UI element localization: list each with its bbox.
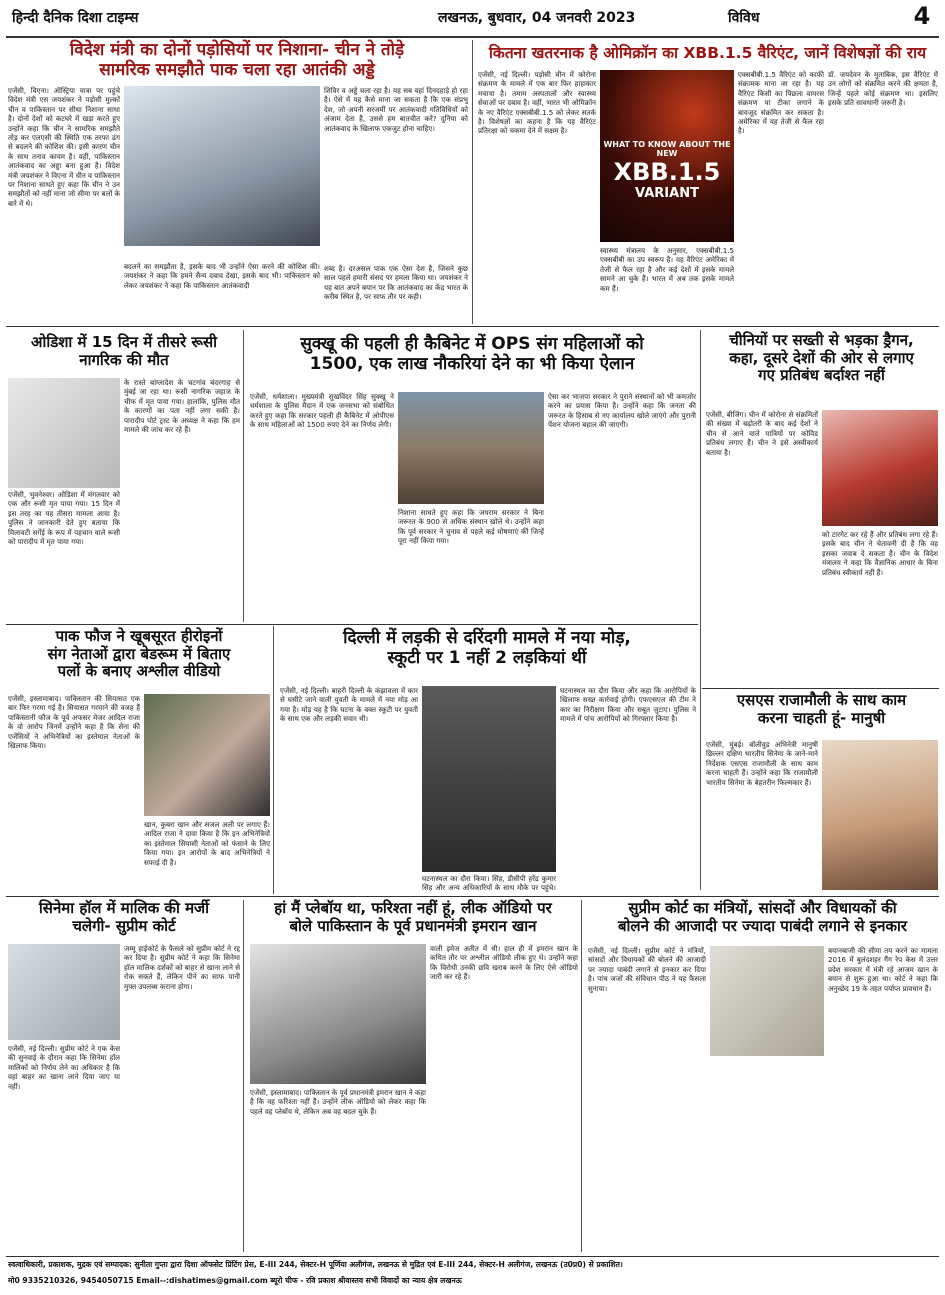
a9-col1: एजेंसी, नई दिल्ली। सुप्रीम कोर्ट ने एक केस की सुनवाई के दौरान कहा कि सिनेमा हॉल मालिकों को निर्णय लेने का अधिकार है कि वहां बाहर का खाना लाने दिया जाए या नहीं। xyxy=(8,1044,120,1091)
a4-col1: एजेंसी, धर्मशाला। मुख्यमंत्री सुखविंदर सिंह सुक्खू ने धर्मशाला के पुलिस मैदान में एक जनसभा को संबोधित करते हुए कहा कि सरकार पहली ही कैबिनेट में ओपीएस के साथ महिलाओं को 1500 रुपए देने का निर्णय लेगी। xyxy=(250,392,394,430)
row-rule-3 xyxy=(6,896,939,897)
a9-photo xyxy=(8,944,120,1040)
masthead xyxy=(0,0,945,34)
a6-photo xyxy=(144,694,270,816)
a2-col4: डॉ. जयदेवन के मुताबिक, इस वैरिएंट में उन लोगों को संक्रमित करने की क्षमता है, जिन्हें पहले कोई संक्रमण था। इसलिए इसके प्रति सावधानी जरूरी है। xyxy=(828,70,938,108)
page-number: 4 xyxy=(913,2,931,30)
a3-photo xyxy=(8,378,120,488)
imprint-line: स्वत्वाधिकारी, प्रकाशक, मुद्रक एवं सम्पादक: सुनीता गुप्ता द्वारा दिशा ऑफसेट प्रिंटिंग प्रेस, E-III 244, सेक्टर-H पूर्णिया अलीगंज, लखनऊ से मुद्रित एवं E-III 244, सेक्टर-H अलीगंज, लखनऊ (उ0प्र0) से प्रकाशित। xyxy=(8,1260,623,1269)
a11-col2: बयानबाजी की सीमा तय करने का मामला 2016 में बुलंदशहर गैंग रेप केस में उत्तर प्रदेश सरकार में मंत्री रहे आजम खान के बयान से शुरू हुआ था। कोर्ट ने कहा कि अनुच्छेद 19 के तहत पर्याप्त प्रावधान हैं। xyxy=(828,946,938,993)
a2-headline: कितना खतरनाक है ओमिक्रॉन का XBB.1.5 वैरिएंट, जानें विशेषज्ञों की राय xyxy=(488,44,927,62)
a10-col1: एजेंसी, इस्लामाबाद। पाकिस्तान के पूर्व प्रधानमंत्री इमरान खान ने कहा है कि वह फरिश्ता नहीं हैं। उन्होंने लीक ऑडियो को लेकर कहा कि पहले वह प्लेबॉय थे, लेकिन अब वह बदल चुके हैं। xyxy=(250,1088,426,1116)
column-divider xyxy=(273,626,274,894)
a5-col2: को टारगेट कर रहे हैं और प्रतिबंध लगा रहे हैं। इसके बाद चीन ने चेतावनी दी है कि वह इसका जवाब दे सकता है। चीन के विदेश मंत्रालय ने कहा कि वैज्ञानिक आधार के बिना प्रतिबंध स्वीकार्य नहीं हैं। xyxy=(822,530,938,577)
a8-col1: एजेंसी, मुंबई। बॉलीवुड अभिनेत्री मानुषी छिल्लर दक्षिण भारतीय सिनेमा के जाने-माने निर्देशक एसएस राजामौली के साथ काम करना चाहती हैं। उन्होंने कहा कि राजामौली भारतीय सिनेमा के बेहतरीन फिल्मकार हैं। xyxy=(706,740,818,787)
a2-graphic-title: WHAT TO KNOW ABOUT THE NEW xyxy=(603,140,731,158)
a5-photo xyxy=(822,410,938,526)
a6-headline: पाक फौज ने खूबसूरत हीरोइनों संग नेताओं द्वारा बेडरूम में बिताए पलों के बनाए अश्लील वीडियो xyxy=(47,627,231,681)
a5-col1: एजेंसी, बीजिंग। चीन में कोरोना से संक्रमितों की संख्या में बढ़ोतरी के बाद कई देशों ने चीन से आने वाले यात्रियों पर कोविड प्रतिबंध लगाए हैं। चीन ने इसे अस्वीकार्य बताया है। xyxy=(706,410,818,457)
a8-photo xyxy=(822,740,938,890)
footer-rule xyxy=(6,1256,939,1257)
a3-col1: एजेंसी, भुवनेश्वर। ओडिशा में मंगलवार को एक और रूसी मृत पाया गया। 15 दिन में इस तरह का यह तीसरा मामला आया है। पुलिस ने जानकारी देते हुए बताया कि मिलावटी सर्गेई के रूप में पहचान वाले रूसी को पारादीप में मृत पाया गया। xyxy=(8,490,120,547)
a8-top-rule xyxy=(702,688,939,689)
section-label: विविध xyxy=(728,10,760,26)
a3-headline: ओडिशा में 15 दिन में तीसरे रूसी नागरिक की मौत xyxy=(30,333,218,369)
row-rule-1 xyxy=(6,326,939,327)
a1-photo xyxy=(124,86,320,246)
a4-col3: ऐसा कर भाजपा सरकार ने पुराने संस्थानों को भी कमजोर करने का प्रयास किया है। उन्होंने कहा कि जनता की जरूरत के हिसाब से नए कार्यालय खोले जाएंगे और पुरानी पेंशन योजना बहाल की जाएगी। xyxy=(548,392,696,430)
contact-line: मो0 9335210326, 9454050715 Email--:dishatimes@gmail.com ब्यूरो चीफ - रवि प्रकाश श्रीवास्तव सभी विवादों का न्याय क्षेत्र लखनऊ xyxy=(8,1276,462,1285)
a1-col1: एजेंसी, विएना। ऑस्ट्रिया यात्रा पर पहुंचे विदेश मंत्री एस जयशंकर ने पड़ोसी मुल्कों चीन व पाकिस्तान पर सीधा निशाना साधा है। दोनों देशों को कटघरे में खड़ा करते हुए उन्होंने कहा कि चीन ने सामरिक समझौते तोड़ कर एलएसी की स्थिति एक तरफा ढंग से बदलने की कोशिश की। इसी कारण चीन के साथ तनाव कायम है। वहीं, पाकिस्तान आतंकवाद का अड्डा बना हुआ है। विदेश मंत्री जयशंकर ने विएना में चीन व पाकिस्तान पर निशाना साधते हुए कहा कि चीन ने उन समझौतों को नहीं माना जो सीमा पर बलों के बारे में थे। xyxy=(8,86,120,208)
masthead-rule xyxy=(6,36,939,38)
a1-headline: विदेश मंत्री का दोनों पड़ोसियों पर निशाना- चीन ने तोड़े सामरिक समझौते पाक चला रहा आतंकी अड्डे xyxy=(69,40,405,81)
column-divider xyxy=(581,900,582,1252)
a11-headline: सुप्रीम कोर्ट का मंत्रियों, सांसदों और विधायकों की बोलने की आजादी पर ज्यादा पाबंदी लगाने से इनकार xyxy=(617,899,907,935)
a11-photo xyxy=(710,946,824,1056)
a11-col1: एजेंसी, नई दिल्ली। सुप्रीम कोर्ट ने मंत्रियों, सांसदों और विधायकों की बोलने की आजादी पर ज्यादा पाबंदी लगाने से इनकार कर दिया है। पांच जजों की संविधान पीठ ने यह फैसला सुनाया। xyxy=(588,946,706,993)
a8-headline: एसएस राजामौली के साथ काम करना चाहती हूं- मानुषी xyxy=(736,691,907,727)
a10-photo xyxy=(250,944,426,1084)
column-divider xyxy=(243,900,244,1252)
dateline: लखनऊ, बुधवार, 04 जनवरी 2023 xyxy=(438,10,636,26)
a1-col3: शिविर व अड्डे चला रहा है। यह सब वहां दिनदहाड़े हो रहा है। ऐसे में यह कैसे माना जा सकता है कि एक संप्रभु देश, जो अपनी सरजमीं पर आतंकवादी गतिविधियों को अंजाम देता है, उससे हम बातचीत करें? दुनिया को आतंकवाद के खिलाफ एकजुट होना चाहिए। xyxy=(324,86,468,133)
a2-variant-graphic xyxy=(600,70,734,242)
a9-headline: सिनेमा हॉल में मालिक की मर्जी चलेगी- सुप्रीम कोर्ट xyxy=(38,899,210,935)
a4-photo xyxy=(398,392,544,504)
column-divider xyxy=(700,330,701,890)
a5-headline: चीनियों पर सख्ती से भड़का ड्रैगन, कहा, दूसरे देशों की ओर से लगाए गए प्रतिबंध बर्दाश्त नहीं xyxy=(729,331,914,385)
row-rule-2 xyxy=(6,624,698,625)
a6-col2: खान, कुबरा खान और सजल अली पर लगाए हैं। आदिल राजा ने दावा किया है कि इन अभिनेत्रियों का इस्तेमाल सियासी नेताओं को फंसाने के लिए किया गया। इन आरोपों के बाद अभिनेत्रियों ने सफाई दी है। xyxy=(144,820,270,867)
a10-headline: हां मैं प्लेबॉय था, फरिश्ता नहीं हूं, लीक ऑडियो पर बोले पाकिस्तान के पूर्व प्रधानमंत्री इमरान खान xyxy=(274,899,552,935)
column-divider xyxy=(243,330,244,622)
a10-col2: वाली इमेज अतीत में थी। हाल ही में इमरान खान के कथित तौर पर अश्लील ऑडियो लीक हुए थे। उन्होंने कहा कि विरोधी उनकी छवि खराब करने के लिए ऐसे ऑडियो जारी कर रहे हैं। xyxy=(430,944,578,982)
a2-col2: स्वास्थ्य मंत्रालय के अनुसार, एक्सबीबी.1.5 एक्सबीबी का उप स्वरूप है। यह वैरिएंट अमेरिका में तेजी से फैल रहा है और कई देशों में इसके मामले सामने आ चुके हैं। भारत में अब तक इसके मामले कम हैं। xyxy=(600,246,734,293)
a7-headline: दिल्ली में लड़की से दरिंदगी मामले में नया मोड़, स्कूटी पर 1 नहीं 2 लड़कियां थीं xyxy=(343,628,631,669)
a2-graphic-word: VARIANT xyxy=(635,186,699,201)
a3-col2: के रास्ते बांग्लादेश के चटगांव बंदरगाह से मुंबई जा रहा था। रूसी नागरिक जहाज के चीफ में मृत पाया गया। हालांकि, पुलिस मौत के कारणों का पता नहीं लगा सकी है। पारादीप पोर्ट ट्रस्ट के अध्यक्ष ने कहा कि हम मामले की जांच कर रहे हैं। xyxy=(124,378,240,435)
a1-col2: बदलने का समझौता है, इसके बाद भी उन्होंने ऐसा करने की कोशिश की। जयशंकर ने कहा कि हमने सैन्य दबाव देखा, इसके बाद भी। पाकिस्तान को लेकर जयशंकर ने कहा कि पाकिस्तान आतंकवादी xyxy=(124,262,320,290)
a7-col1: एजेंसी, नई दिल्ली। बाहरी दिल्ली के कंझावला में कार से घसीटे जाने वाली युवती के मामले में नया मोड़ आ गया है। मोड़ यह है कि घटना के वक्त स्कूटी पर युवती के साथ एक और लड़की सवार थी। xyxy=(280,686,418,724)
a4-col2: निशाना साधते हुए कहा कि जयराम सरकार ने बिना जरूरत के 900 से अधिक संस्थान खोले थे। उन्होंने कहा कि पूर्व सरकार ने चुनाव से पहले कई घोषणाएं कीं जिन्हें पूरा नहीं किया गया। xyxy=(398,508,544,546)
a9-col2: जम्मू हाईकोर्ट के फैसले को सुप्रीम कोर्ट ने रद्द कर दिया है। सुप्रीम कोर्ट ने कहा कि सिनेमा हॉल मालिक दर्शकों को बाहर से खाना लाने से रोक सकते हैं, लेकिन पीने का साफ पानी मुफ्त उपलब्ध कराना होगा। xyxy=(124,944,240,991)
a7-photo xyxy=(422,686,556,872)
a4-headline: सुक्खू की पहली ही कैबिनेट में OPS संग महिलाओं को 1500, एक लाख नौकरियां देने का भी किया ऐलान xyxy=(300,334,644,375)
a2-col3: एक्सबीबी.1.5 वैरिएंट को काफी संक्रामक माना जा रहा है। यह वैरिएंट किसी का पिछला वायरस संक्रमण या टीका लगाने के बावजूद संक्रमित कर सकता है। अमेरिका में यह तेजी से फैल रहा है। xyxy=(738,70,824,136)
a2-graphic-variant: XBB.1.5 xyxy=(613,158,721,186)
a7-col3: घटनास्थल का दौरा किया और कहा कि आरोपियों के खिलाफ सख्त कार्रवाई होगी। एफएसएल की टीम ने कार का निरीक्षण किया और सबूत जुटाए। पुलिस ने मामले में पांच आरोपियों को गिरफ्तार किया है। xyxy=(560,686,696,724)
a1-col4: शब्द है। दरअसल पाक एक ऐसा देश है, जिसने कुछ साल पहले हमारी संसद पर हमला किया था। जयशंकर ने यह बात अपने बयान पर कि आतंकवाद का केंद्र भारत के करीब स्थित है, पर साफ तौर पर कही। xyxy=(324,264,468,302)
a7-col2: घटनास्थल का दौरा किया। सिंह, डीसीपी हरेंद्र कुमार सिंह और अन्य अधिकारियों के साथ मौके पर पहुंचे। xyxy=(422,874,556,892)
a6-col1: एजेंसी, इस्लामाबाद। पाकिस्तान की सियासत एक बार फिर गरमा गई है। सियासत गरमाने की वजह हैं पाकिस्तानी फौज के पूर्व अफसर मेजर आदिल राजा के वो आरोप जिनमें उन्होंने कहा है कि सेना की एजेंसियों ने अभिनेत्रियों का इस्तेमाल नेताओं के खिलाफ किया। xyxy=(8,694,140,751)
column-divider xyxy=(472,40,473,324)
paper-name: हिन्दी दैनिक दिशा टाइम्स xyxy=(12,10,139,26)
a2-col1: एजेंसी, नई दिल्ली। पड़ोसी चीन में कोरोना संक्रमण के मामले में एक बार फिर हाहाकार मचाया है। तमाम अस्पतालों और स्वास्थ्य सेवाओं पर दबाव है। वहीं, भारत भी ओमिक्रॉन के नए वैरिएंट एक्सबीबी.1.5 को लेकर सतर्क है। विशेषज्ञों का कहना है कि यह वैरिएंट प्रतिरक्षा को चकमा देने में सक्षम है। xyxy=(478,70,596,136)
